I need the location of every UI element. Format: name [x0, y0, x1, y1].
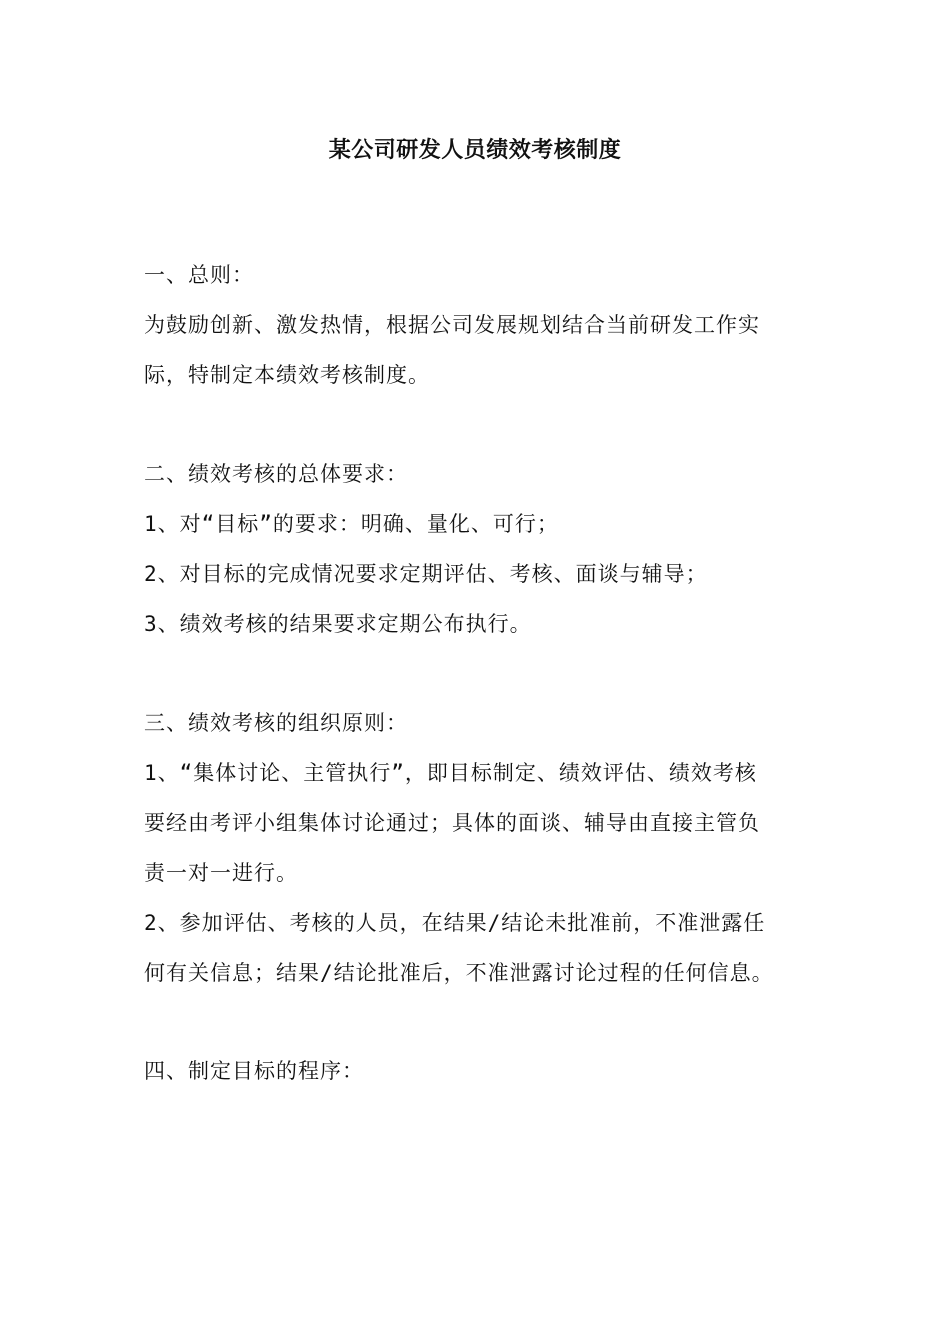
section-heading: 一、总则： [144, 263, 254, 287]
section-heading: 二、绩效考核的总体要求： [144, 462, 408, 486]
list-item: 2、对目标的完成情况要求定期评估、考核、面谈与辅导； [144, 562, 708, 586]
document-title: 某公司研发人员绩效考核制度 [328, 138, 622, 163]
paragraph-line: 责一对一进行。 [144, 861, 298, 885]
paragraph-line: 何有关信息；结果/结论批准后，不准泄露讨论过程的任何信息。 [144, 961, 774, 985]
paragraph-line: 为鼓励创新、激发热情，根据公司发展规划结合当前研发工作实 [144, 313, 760, 337]
list-item: 3、绩效考核的结果要求定期公布执行。 [144, 612, 532, 636]
section-general [144, 250, 812, 400]
section-organization-principles [144, 698, 812, 998]
list-item: 1、“集体讨论、主管执行”，即目标制定、绩效评估、绩效考核 [144, 761, 757, 785]
section-heading: 三、绩效考核的组织原则： [144, 711, 408, 735]
list-item: 2、参加评估、考核的人员，在结果/结论未批准前，不准泄露任 [144, 911, 766, 935]
list-item: 1、对“目标”的要求：明确、量化、可行； [144, 512, 559, 536]
section-heading: 四、制定目标的程序： [144, 1059, 364, 1083]
paragraph-line: 要经由考评小组集体讨论通过；具体的面谈、辅导由直接主管负 [144, 811, 760, 835]
section-overall-requirements [144, 449, 812, 649]
section-goal-procedure [144, 1046, 812, 1096]
paragraph-line: 际，特制定本绩效考核制度。 [144, 363, 430, 387]
